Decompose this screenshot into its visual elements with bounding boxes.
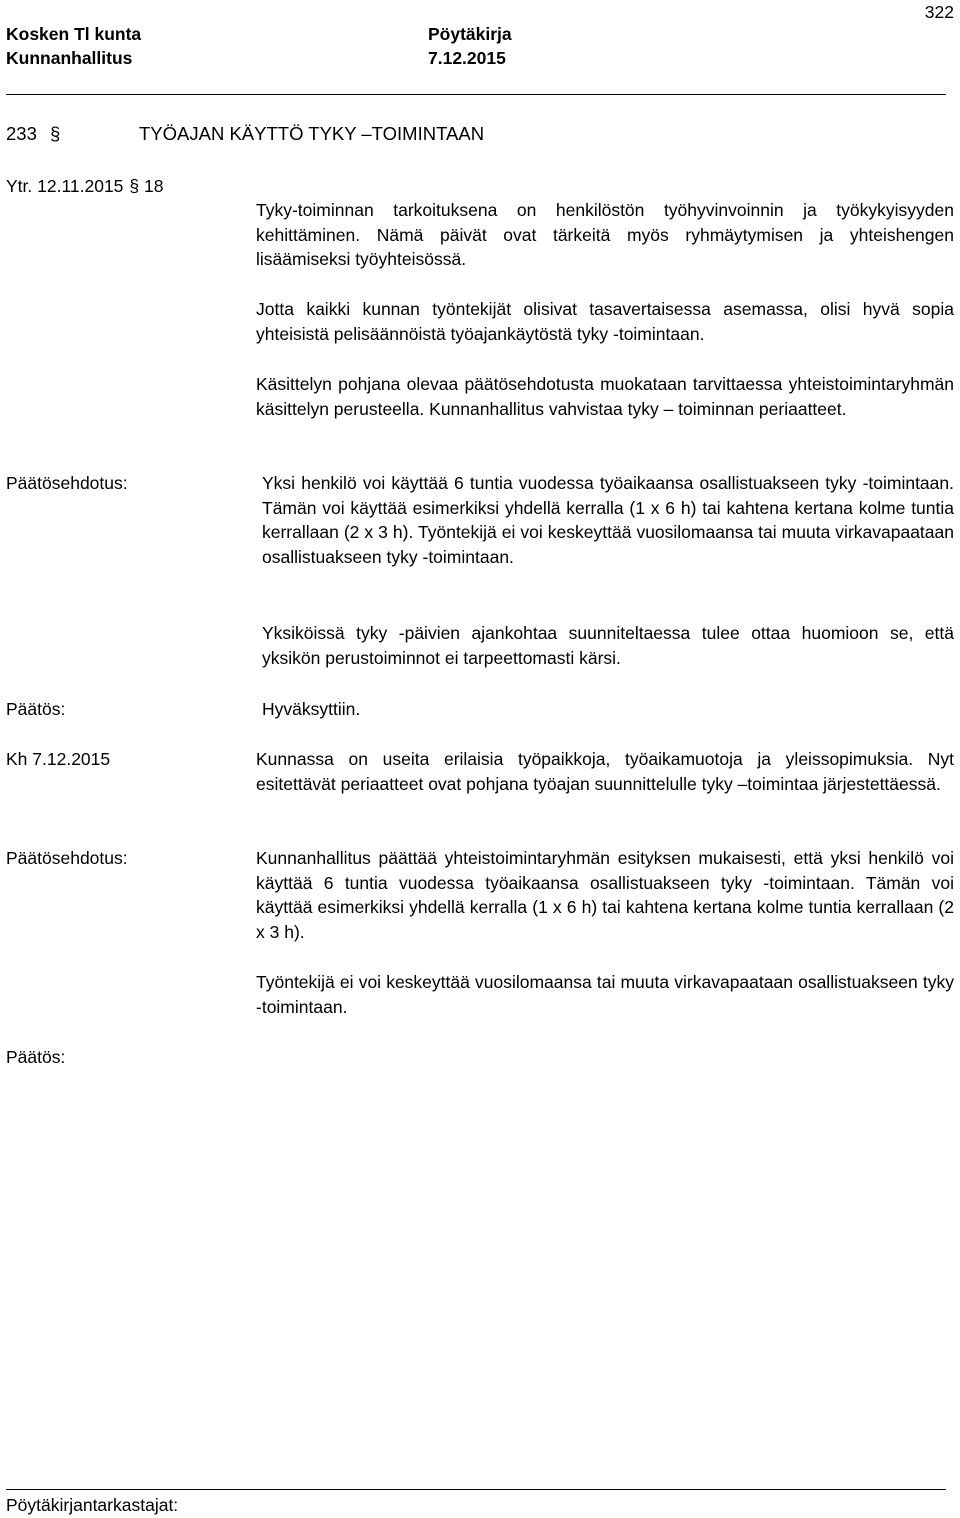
kh-proposal-label: Päätösehdotus:: [6, 848, 128, 868]
ytr-paragraph-1: Tyky-toiminnan tarkoituksena on henkilöstön työhyvinvoinnin ja työkykyisyyden kehittäminen. Nämä päivät ovat tärkeitä myös ryhmäytymisen ja yhteishengen lisäämiseksi työyhteisössä.: [256, 200, 954, 270]
kh-paragraph-1: Kunnassa on useita erilaisia työpaikkoja, työaikamuotoja ja yleissopimuksia. Nyt esitettävät periaatteet ovat pohjana työajan suunnittelulle tyky –toimintaa järjestettäessä.: [256, 749, 954, 794]
ytr-proposal-paragraph-1: Yksi henkilö voi käyttää 6 tuntia vuodessa työaikaansa osallistuakseen tyky -toimintaan. Tämän voi käyttää esimerkiksi yhdellä kerralla (1 x 6 h) tai kahtena kertana kolme tuntia kerrallaan (2 x 3 h). Työntekijä ei voi keskeyttää vuosilomaansa tai muuta virkavapaataan osallistuakseen tyky -toimintaan.: [262, 473, 954, 568]
signatures-label: Pöytäkirjantarkastajat:: [6, 1495, 179, 1515]
ytr-proposal-label: Päätösehdotus:: [6, 473, 128, 493]
document-type: Pöytäkirja: [428, 24, 512, 44]
section-title: TYÖAJAN KÄYTTÖ TYKY –TOIMINTAAN: [139, 123, 485, 144]
ytr-date: Ytr. 12.11.2015: [6, 176, 124, 196]
kh-decision-label: Päätös:: [6, 1047, 66, 1067]
page-number: 322: [924, 2, 954, 22]
kh-proposal-paragraph-2: Työntekijä ei voi keskeyttää vuosilomaansa tai muuta virkavapaataan osallistuakseen tyky -toimintaan.: [256, 972, 954, 1017]
meeting-date: 7.12.2015: [428, 48, 506, 68]
ytr-reference: [6, 174, 164, 199]
header-rule: [6, 94, 946, 95]
section-para-sign: §: [50, 123, 61, 144]
body-name: Kunnanhallitus: [6, 48, 133, 68]
section-number: 233: [6, 123, 37, 144]
ytr-para-sign: §: [129, 176, 140, 196]
kh-reference: Kh 7.12.2015: [6, 749, 111, 769]
kh-proposal-paragraph-1: Kunnanhallitus päättää yhteistoimintaryhmän esityksen mukaisesti, että yksi henkilö voi käyttää 6 tuntia vuodessa työaikaansa osallistuakseen tyky -toimintaan. Tämän voi käyttää esimerkiksi yhdellä kerralla (1 x 6 h) tai kahtena kertana kolme tuntia kerrallaan (2 x 3 h).: [256, 848, 954, 943]
ytr-proposal-paragraph-2: Yksiköissä tyky -päivien ajankohtaa suunniteltaessa tulee ottaa huomioon se, että yksikön perustoiminnot ei tarpeettomasti kärsi.: [262, 623, 954, 668]
organization-name: Kosken Tl kunta: [6, 24, 142, 44]
ytr-decision-label: Päätös:: [6, 699, 66, 719]
ytr-decision-text: Hyväksyttiin.: [262, 699, 361, 719]
ytr-paragraph-2: Jotta kaikki kunnan työntekijät olisivat tasavertaisessa asemassa, olisi hyvä sopia yhteisistä pelisäännöistä työajankäytöstä tyky -toimintaan.: [256, 299, 954, 344]
ytr-paragraph-3: Käsittelyn pohjana olevaa päätösehdotusta muokataan tarvittaessa yhteistoimintaryhmän käsittelyn perusteella. Kunnanhallitus vahvistaa tyky – toiminnan periaatteet.: [256, 374, 954, 419]
footer-rule: [6, 1489, 946, 1490]
ytr-para-number: 18: [144, 176, 164, 196]
